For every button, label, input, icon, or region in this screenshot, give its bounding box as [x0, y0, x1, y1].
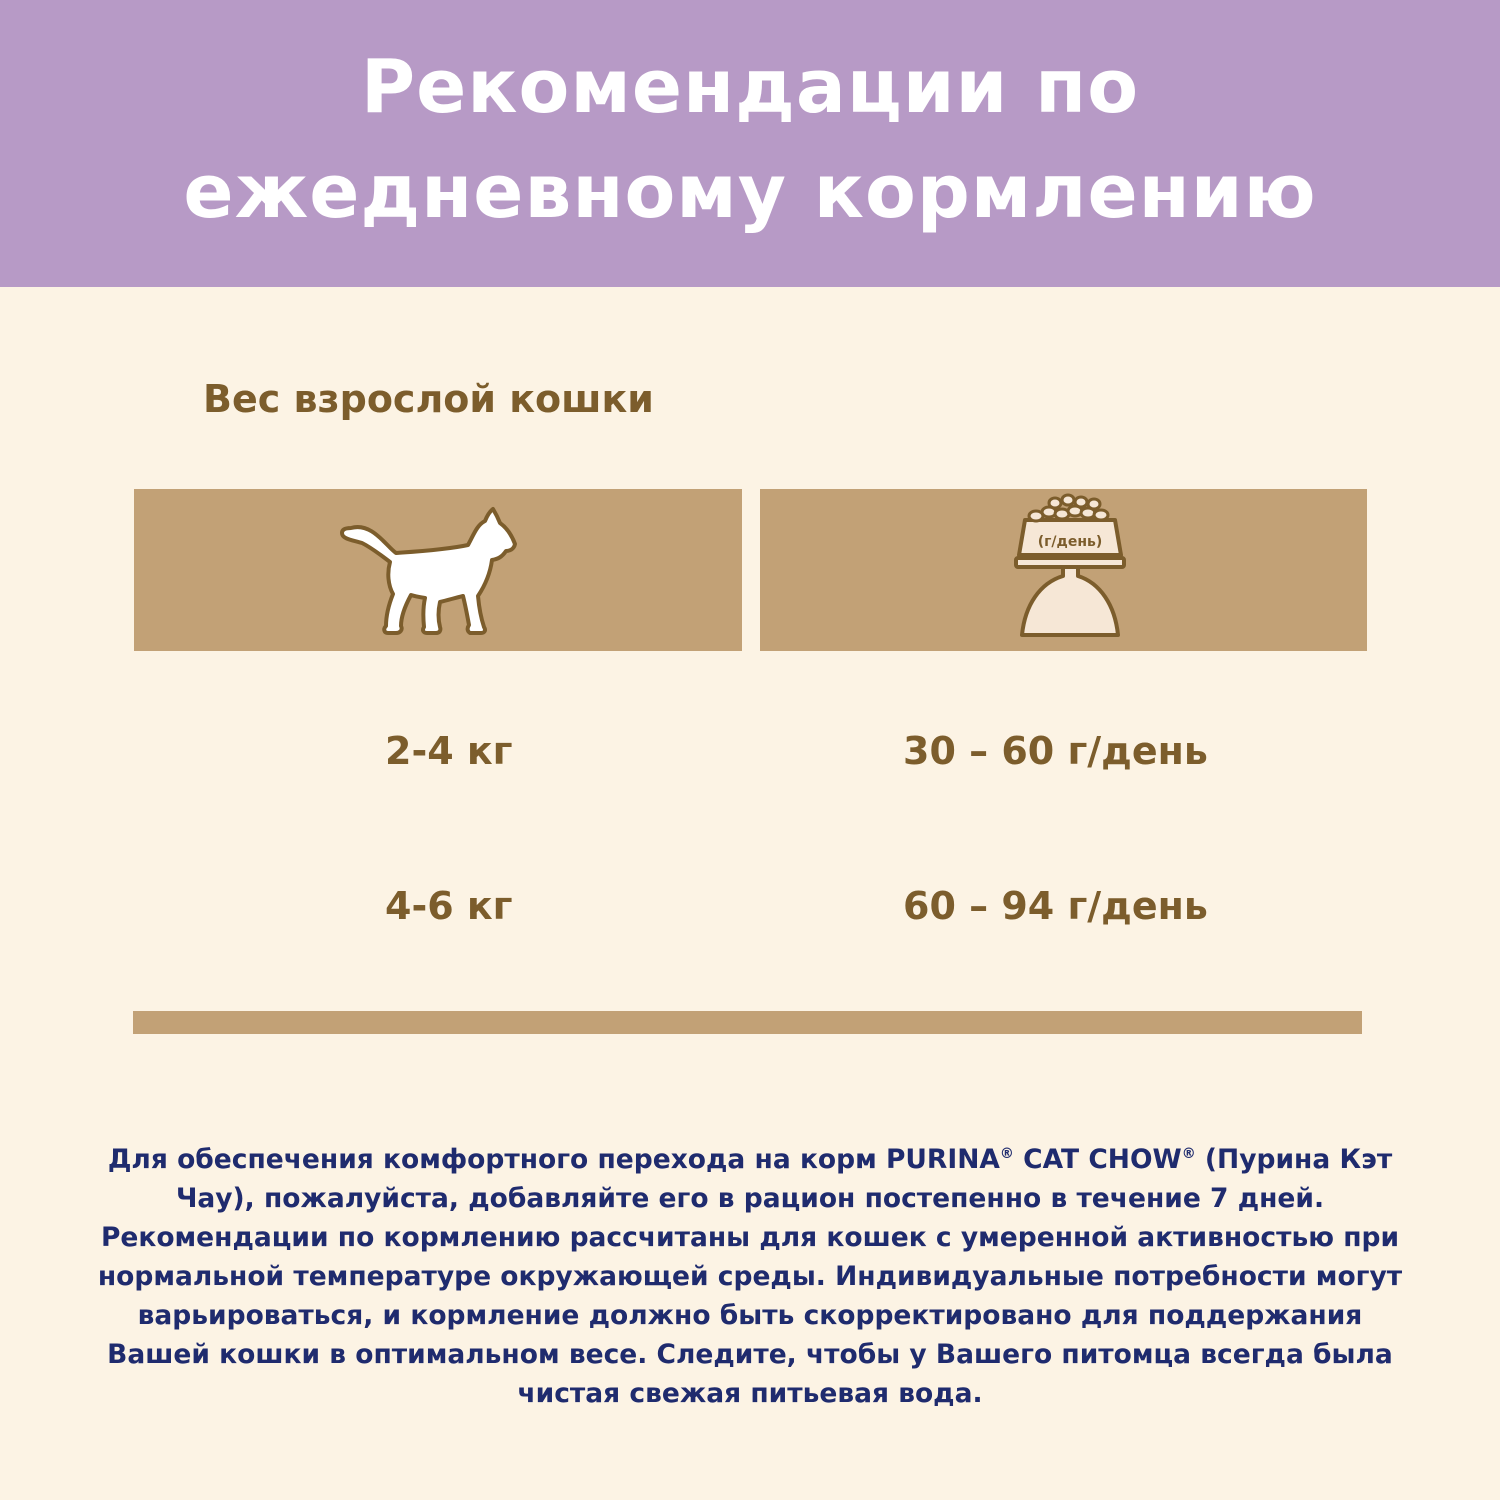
reg-mark-1: ®: [999, 1146, 1014, 1162]
header-banner: [0, 0, 1500, 287]
row-2-amount: 60 – 94 г/день: [903, 884, 1208, 928]
page-title-line2: ежедневному кормлению: [183, 149, 1317, 235]
section-label: Вес взрослой кошки: [203, 377, 654, 421]
row-2-weight: 4-6 кг: [385, 884, 513, 928]
note-part-2: CAT CHOW: [1013, 1143, 1182, 1175]
reg-mark-2: ®: [1181, 1146, 1196, 1162]
row-1-weight: 2-4 кг: [385, 729, 513, 773]
bowl-unit-label: (г/день): [1037, 534, 1103, 550]
row-1-amount: 30 – 60 г/день: [903, 729, 1208, 773]
page-title-line1: Рекомендации по: [360, 44, 1140, 130]
feeding-note: [95, 1135, 1405, 1413]
amount-column-header: [760, 489, 1367, 651]
table-bottom-divider: [133, 1011, 1362, 1034]
note-part-1: Для обеспечения комфортного перехода на корм PURINA: [107, 1143, 1000, 1175]
note-part-3: (Пурина Кэт Чау), пожалуйста, добавляйте его в рацион постепенно в течение 7 дней. Рекомендации по кормлению рассчитаны для кошек с умеренной активностью при нормальной температуре окружающей среды. Индивидуальные потребности могут варьироваться, и кормление должно быть скорректировано для поддержания Вашей кошки в оптимальном весе. Следите, чтобы у Вашего питомца всегда была чистая свежая питьевая вода.: [97, 1143, 1403, 1409]
weight-column-header: [134, 489, 742, 651]
food-bowl-scale-icon: [760, 489, 1367, 651]
cat-icon: [134, 489, 742, 651]
